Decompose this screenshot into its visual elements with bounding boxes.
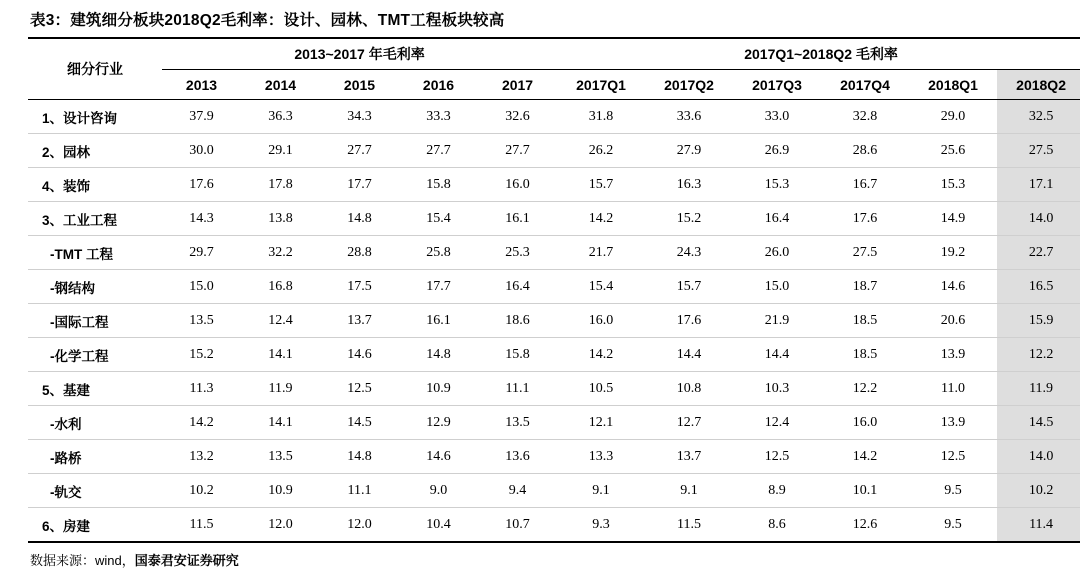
table-cell: 12.9 [399,406,478,440]
table-cell: 9.1 [557,474,645,508]
gross-margin-table [28,37,1080,543]
table-cell: 8.6 [733,508,821,543]
table-cell: 14.9 [909,202,997,236]
table-cell: 9.1 [645,474,733,508]
source-note [28,543,1052,569]
table-cell: 15.3 [733,168,821,202]
table-row [28,372,1080,406]
row-label: 2、园林 [28,134,162,168]
table-cell: 12.2 [821,372,909,406]
table-cell: 14.6 [320,338,399,372]
column-header-2017q1: 2017Q1 [557,70,645,100]
table-cell: 19.2 [909,236,997,270]
page-title: 表3：建筑细分板块2018Q2毛利率：设计、园林、TMT工程板块较高 [30,12,505,29]
column-header-2014: 2014 [241,70,320,100]
table-cell: 11.1 [478,372,557,406]
table-cell: 33.3 [399,100,478,134]
table-cell: 14.4 [645,338,733,372]
table-cell: 27.7 [478,134,557,168]
table-group-header-row [28,38,1080,70]
row-label: 5、基建 [28,372,162,406]
table-row [28,338,1080,372]
table-cell: 11.5 [645,508,733,543]
table-cell: 14.2 [162,406,241,440]
table-row [28,406,1080,440]
table-cell: 26.2 [557,134,645,168]
table-cell: 12.4 [241,304,320,338]
table-cell: 31.8 [557,100,645,134]
row-label: -路桥 [28,440,162,474]
table-cell: 10.9 [241,474,320,508]
table-cell: 26.9 [733,134,821,168]
table-cell: 16.4 [478,270,557,304]
row-label: -轨交 [28,474,162,508]
table-cell: 18.5 [821,338,909,372]
table-cell: 15.7 [557,168,645,202]
table-cell: 12.0 [241,508,320,543]
table-cell: 11.5 [162,508,241,543]
table-cell: 13.5 [478,406,557,440]
table-cell: 9.3 [557,508,645,543]
table-cell: 15.8 [399,168,478,202]
table-cell: 34.3 [320,100,399,134]
table-cell: 11.4 [997,508,1080,543]
table-cell: 12.5 [733,440,821,474]
table-cell: 8.9 [733,474,821,508]
table-cell: 25.3 [478,236,557,270]
table-cell: 10.9 [399,372,478,406]
table-cell: 15.7 [645,270,733,304]
table-cell: 27.5 [997,134,1080,168]
column-header-2017q2: 2017Q2 [645,70,733,100]
table-cell: 11.0 [909,372,997,406]
table-cell: 32.5 [997,100,1080,134]
table-cell: 17.6 [645,304,733,338]
table-cell: 18.6 [478,304,557,338]
table-cell: 16.0 [478,168,557,202]
table-cell: 15.8 [478,338,557,372]
table-body [28,100,1080,543]
table-cell: 16.8 [241,270,320,304]
table-cell: 10.5 [557,372,645,406]
table-cell: 17.6 [162,168,241,202]
table-row [28,100,1080,134]
table-cell: 15.4 [399,202,478,236]
table-cell: 13.3 [557,440,645,474]
table-cell: 33.6 [645,100,733,134]
column-header-category: 细分行业 [28,38,162,100]
table-cell: 13.2 [162,440,241,474]
table-cell: 9.0 [399,474,478,508]
table-cell: 11.3 [162,372,241,406]
table-cell: 16.1 [399,304,478,338]
table-cell: 32.8 [821,100,909,134]
table-cell: 10.1 [821,474,909,508]
table-cell: 28.8 [320,236,399,270]
table-column-header-row [28,70,1080,100]
table-row [28,508,1080,543]
source-org: 国泰君安证券研究 [134,553,239,568]
column-header-2013: 2013 [162,70,241,100]
row-label: -TMT 工程 [28,236,162,270]
table-cell: 12.2 [997,338,1080,372]
column-header-2017q3: 2017Q3 [733,70,821,100]
table-row [28,134,1080,168]
table-cell: 15.0 [162,270,241,304]
table-cell: 13.9 [909,338,997,372]
table-cell: 21.7 [557,236,645,270]
table-row [28,270,1080,304]
table-cell: 10.4 [399,508,478,543]
table-cell: 22.7 [997,236,1080,270]
table-cell: 12.1 [557,406,645,440]
table-row [28,168,1080,202]
table-cell: 24.3 [645,236,733,270]
table-cell: 15.4 [557,270,645,304]
table-cell: 14.2 [557,338,645,372]
source-prefix: 数据来源： [30,553,96,568]
table-cell: 11.9 [241,372,320,406]
table-cell: 28.6 [821,134,909,168]
table-cell: 12.0 [320,508,399,543]
row-label: 1、设计咨询 [28,100,162,134]
table-cell: 20.6 [909,304,997,338]
column-header-2018q2: 2018Q2 [997,70,1080,100]
table-cell: 32.6 [478,100,557,134]
table-cell: 13.7 [320,304,399,338]
table-cell: 12.4 [733,406,821,440]
table-cell: 17.8 [241,168,320,202]
group-header-2013-2017: 2013~2017 年毛利率 [162,38,557,70]
table-cell: 16.4 [733,202,821,236]
table-cell: 9.5 [909,508,997,543]
table-cell: 14.4 [733,338,821,372]
table-cell: 36.3 [241,100,320,134]
table-cell: 14.0 [997,440,1080,474]
table-cell: 13.5 [162,304,241,338]
table-cell: 10.8 [645,372,733,406]
table-cell: 14.0 [997,202,1080,236]
table-cell: 10.3 [733,372,821,406]
table-cell: 26.0 [733,236,821,270]
table-cell: 18.7 [821,270,909,304]
table-cell: 17.7 [399,270,478,304]
table-cell: 27.5 [821,236,909,270]
table-cell: 15.3 [909,168,997,202]
table-cell: 17.7 [320,168,399,202]
table-cell: 29.0 [909,100,997,134]
table-cell: 11.1 [320,474,399,508]
table-cell: 27.9 [645,134,733,168]
table-cell: 14.3 [162,202,241,236]
table-cell: 16.0 [557,304,645,338]
table-cell: 15.9 [997,304,1080,338]
table-cell: 13.8 [241,202,320,236]
table-cell: 16.0 [821,406,909,440]
table-cell: 27.7 [399,134,478,168]
table-cell: 16.1 [478,202,557,236]
row-label: -国际工程 [28,304,162,338]
table-cell: 10.2 [162,474,241,508]
table-cell: 14.5 [320,406,399,440]
group-header-2017q1-2018q2: 2017Q1~2018Q2 毛利率 [557,38,1080,70]
table-cell: 15.0 [733,270,821,304]
table-cell: 14.8 [320,440,399,474]
table-row [28,202,1080,236]
table-cell: 14.5 [997,406,1080,440]
row-label: 6、房建 [28,508,162,543]
table-cell: 12.5 [320,372,399,406]
table-cell: 14.6 [399,440,478,474]
table-cell: 25.8 [399,236,478,270]
table-row [28,236,1080,270]
column-header-2016: 2016 [399,70,478,100]
column-header-2017q4: 2017Q4 [821,70,909,100]
table-cell: 17.6 [821,202,909,236]
column-header-2015: 2015 [320,70,399,100]
table-cell: 14.1 [241,338,320,372]
row-label: 4、装饰 [28,168,162,202]
table-cell: 16.7 [821,168,909,202]
table-cell: 29.1 [241,134,320,168]
table-cell: 9.5 [909,474,997,508]
table-cell: 11.9 [997,372,1080,406]
column-header-2017: 2017 [478,70,557,100]
table-cell: 29.7 [162,236,241,270]
table-cell: 37.9 [162,100,241,134]
table-row [28,440,1080,474]
table-cell: 17.1 [997,168,1080,202]
row-label: -水利 [28,406,162,440]
table-cell: 10.2 [997,474,1080,508]
column-header-2018q1: 2018Q1 [909,70,997,100]
table-cell: 14.8 [320,202,399,236]
table-cell: 25.6 [909,134,997,168]
table-cell: 32.2 [241,236,320,270]
table-row [28,304,1080,338]
row-label: 3、工业工程 [28,202,162,236]
table-cell: 12.6 [821,508,909,543]
table-cell: 18.5 [821,304,909,338]
table-cell: 14.1 [241,406,320,440]
table-cell: 12.5 [909,440,997,474]
table-cell: 15.2 [645,202,733,236]
table-cell: 14.2 [557,202,645,236]
table-cell: 14.6 [909,270,997,304]
table-cell: 30.0 [162,134,241,168]
row-label: -钢结构 [28,270,162,304]
table-row [28,474,1080,508]
table-cell: 10.7 [478,508,557,543]
table-header [28,38,1080,100]
table-cell: 9.4 [478,474,557,508]
table-cell: 14.2 [821,440,909,474]
table-cell: 13.9 [909,406,997,440]
row-label: -化学工程 [28,338,162,372]
table-cell: 33.0 [733,100,821,134]
table-cell: 13.6 [478,440,557,474]
table-cell: 13.7 [645,440,733,474]
table-cell: 27.7 [320,134,399,168]
table-cell: 15.2 [162,338,241,372]
table-cell: 16.5 [997,270,1080,304]
source-text: wind， [95,553,135,568]
table-cell: 13.5 [241,440,320,474]
table-cell: 12.7 [645,406,733,440]
table-cell: 21.9 [733,304,821,338]
table-cell: 17.5 [320,270,399,304]
table-cell: 14.8 [399,338,478,372]
table-cell: 16.3 [645,168,733,202]
